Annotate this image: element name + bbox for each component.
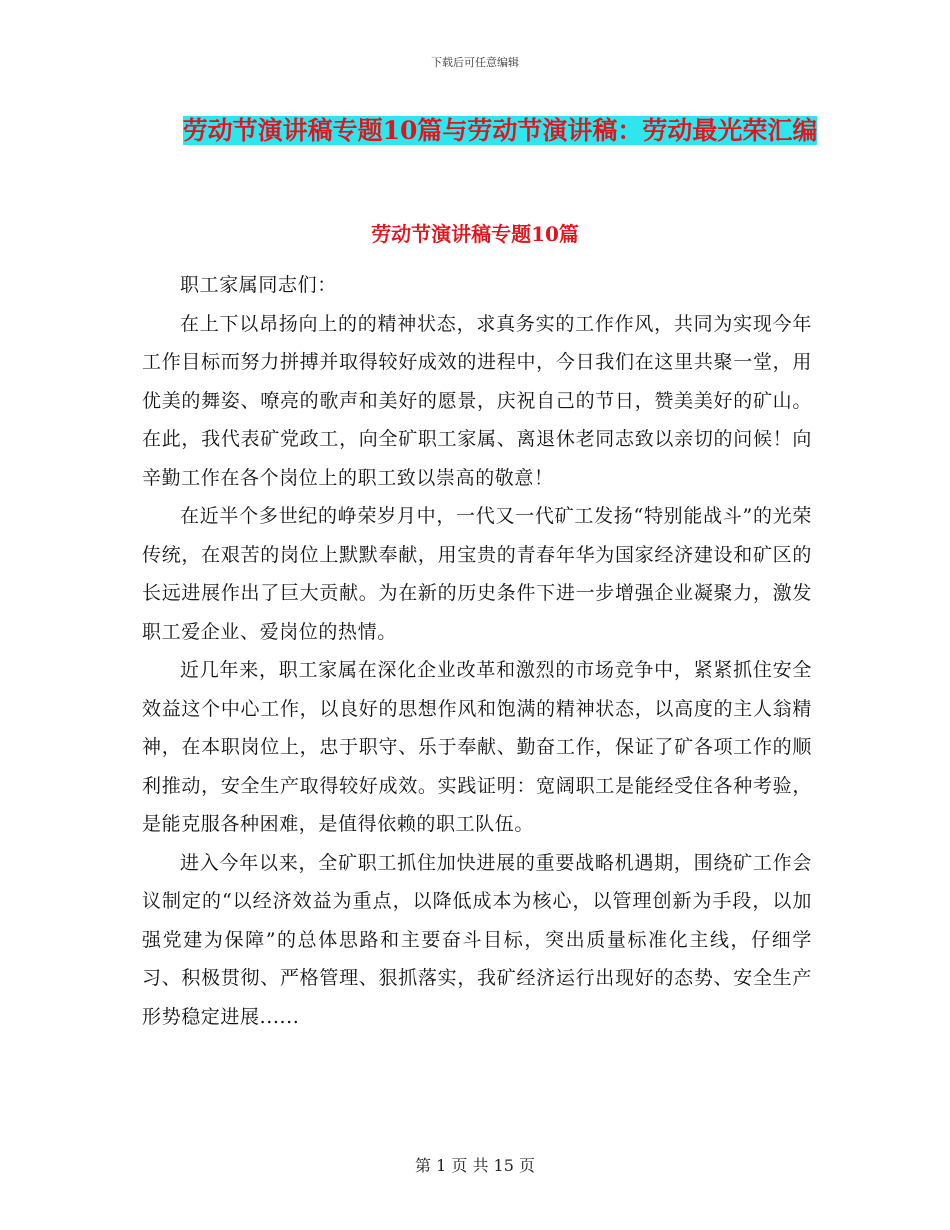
main-title: [140, 108, 860, 154]
paragraph: 在上下以昂扬向上的的精神状态，求真务实的工作作风，共同为实现今年工作目标而努力拼搏并取得较好成效的进程中，今日我们在这里共聚一堂，用优美的舞姿、嘹亮的歌声和美好的愿景，庆祝自己的节日，赞美美好的矿山。在此，我代表矿党政工，向全矿职工家属、离退休老同志致以亲切的问候！向辛勤工作在各个岗位上的职工致以崇高的敬意！: [142, 312, 812, 489]
paragraph-salutation: 职工家属同志们：: [180, 274, 337, 296]
sub-title: 劳动节演讲稿专题10篇: [371, 222, 579, 246]
page-footer: 第 1 页 共 15 页: [415, 1156, 535, 1175]
main-title-text: 劳动节演讲稿专题10篇与劳动节演讲稿：劳动最光荣汇编: [182, 116, 818, 145]
paragraph: 近几年来，职工家属在深化企业改革和激烈的市场竞争中，紧紧抓住安全效益这个中心工作，以良好的思想作风和饱满的精神状态，以高度的主人翁精神，在本职岗位上，忠于职守、乐于奉献、勤奋工作，保证了矿各项工作的顺利推动，安全生产取得较好成效。实践证明：宽阔职工是能经受住各种考验，是能克服各种困难，是值得依赖的职工队伍。: [142, 659, 812, 835]
paragraph: 进入今年以来，全矿职工抓住加快进展的重要战略机遇期，围绕矿工作会议制定的“以经济效益为重点，以降低成本为核心，以管理创新为手段，以加强党建为保障”的总体思路和主要奋斗目标，突出质量标准化主线，仔细学习、积极贯彻、严格管理、狠抓落实，我矿经济运行出现好的态势、安全生产形势稳定进展......: [142, 851, 812, 1028]
header-note: 下载后可任意编辑: [431, 56, 519, 69]
body-text: [142, 266, 812, 1036]
paragraph: 在近半个多世纪的峥荣岁月中，一代又一代矿工发扬“特别能战斗”的光荣传统，在艰苦的岗位上默默奉献，用宝贵的青春年华为国家经济建设和矿区的长远进展作出了巨大贡献。为在新的历史条件下进一步增强企业凝聚力，激发职工爱企业、爱岗位的热情。: [142, 505, 812, 643]
